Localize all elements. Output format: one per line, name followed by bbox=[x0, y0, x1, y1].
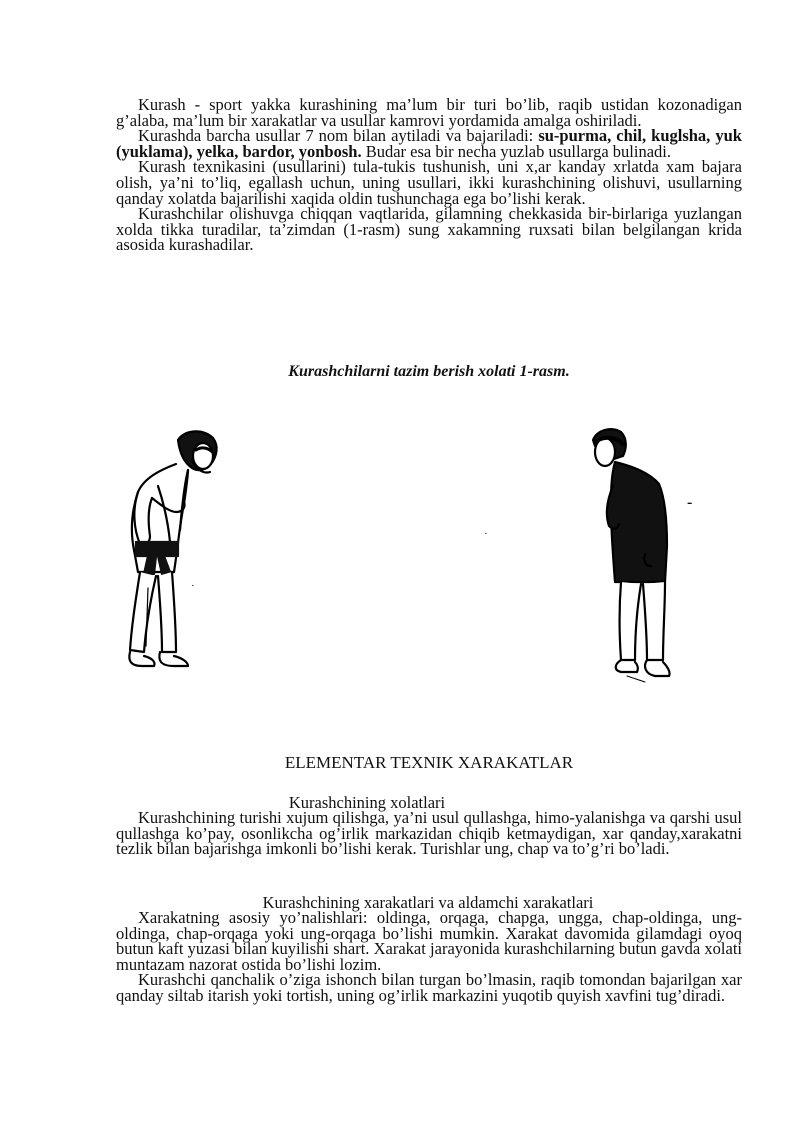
subsection-2-paragraph-2: Kurashchi qanchalik o’ziga ishonch bilan turgan bo’lmasin, raqib tomondan bajarilgan xar qanday siltab itarish yoki tortish, uning og’irlik markazini yuqotib quyish xavfini tug’diradi. bbox=[116, 970, 742, 1005]
intro-text bbox=[116, 97, 742, 253]
usul-names: su-purma, chil, kuglsha, yuk (yuklama), yelka, bardor, yonbosh. bbox=[116, 126, 742, 161]
subsection-1-paragraph: Kurashchining turishi xujum qilishga, ya’ni usul qullashga, himo-yalanishga va qarshi usul qullashga ko’pay, osonlikcha og’irlik markazidan chiqib ketmaydigan, xar qanday,xarakatni tezlik bilan bajarishga imkonli bo’lishi kerak. Turishlar ung, chap va to’g’ri bo’ladi. bbox=[116, 808, 742, 859]
left-mark: · bbox=[191, 580, 195, 592]
subsection-2-paragraph-1: Xarakatning asosiy yo’nalishlari: oldinga, orqaga, chapga, ungga, chap-oldinga, ung-oldinga, chap-orqaga yoki ung-orqaga bo’lishi mumkin. Xarakat davomida gilamdagi oyoq butun kaft yuzasi bilan kuyilishi shart. Xarakat jarayonida kurashchilarning butun gavda xolati muntazam nazorat ostida bo’lishi lozim. bbox=[116, 908, 742, 974]
intro-paragraph-2 bbox=[116, 128, 742, 159]
subsection-1-text bbox=[116, 810, 742, 857]
left-wrestler-illustration bbox=[118, 426, 228, 676]
section-heading: ELEMENTAR TEXNIK XARAKATLAR bbox=[284, 753, 574, 772]
subsection-title-1: Kurashchining xolatlari bbox=[288, 793, 446, 812]
intro-paragraph-4: Kurashchilar olishuvga chiqqan vaqtlarida, gilamning chekkasida bir-birlariga yuzlangan xolda tikka turadilar, ta’zimdan (1-rasm) sung xakamning ruxsati bilan belgilangan krida asosida kurashadilar. bbox=[116, 204, 742, 255]
right-wrestler-illustration bbox=[585, 426, 705, 686]
subsection-2-text bbox=[116, 910, 742, 1004]
intro-paragraph-1: Kurash - sport yakka kurashining ma’lum bir turi bo’lib, raqib ustidan kozonadigan g’alaba, ma’lum bir xarakatlar va usullar kamrovi yordamida amalga oshiriladi. bbox=[116, 95, 742, 130]
center-dot: · bbox=[484, 528, 488, 540]
intro-paragraph-2-start: Kurashda barcha usullar 7 nom bilan aytiladi va bajariladi: bbox=[138, 126, 539, 146]
right-mark: - bbox=[687, 494, 693, 511]
figure-caption: Kurashchilarni tazim berish xolati 1-rasm. bbox=[288, 363, 570, 380]
subsection-title-2: Kurashchining xarakatlari va aldamchi xarakatlari bbox=[262, 893, 594, 912]
intro-paragraph-3: Kurash texnikasini (usullarini) tula-tukis tushunish, uni x,ar kanday xrlatda xam bajara olish, ya’ni to’liq, egallash uchun, uning usullari, ikki kurashchining olishuvi, usullarning qanday xolatda bajarilishi xaqida oldin tushunchaga ega bo’lishi kerak. bbox=[116, 157, 742, 208]
intro-paragraph-2-end: Budar esa bir necha yuzlab usullarga bulinadi. bbox=[361, 141, 672, 161]
